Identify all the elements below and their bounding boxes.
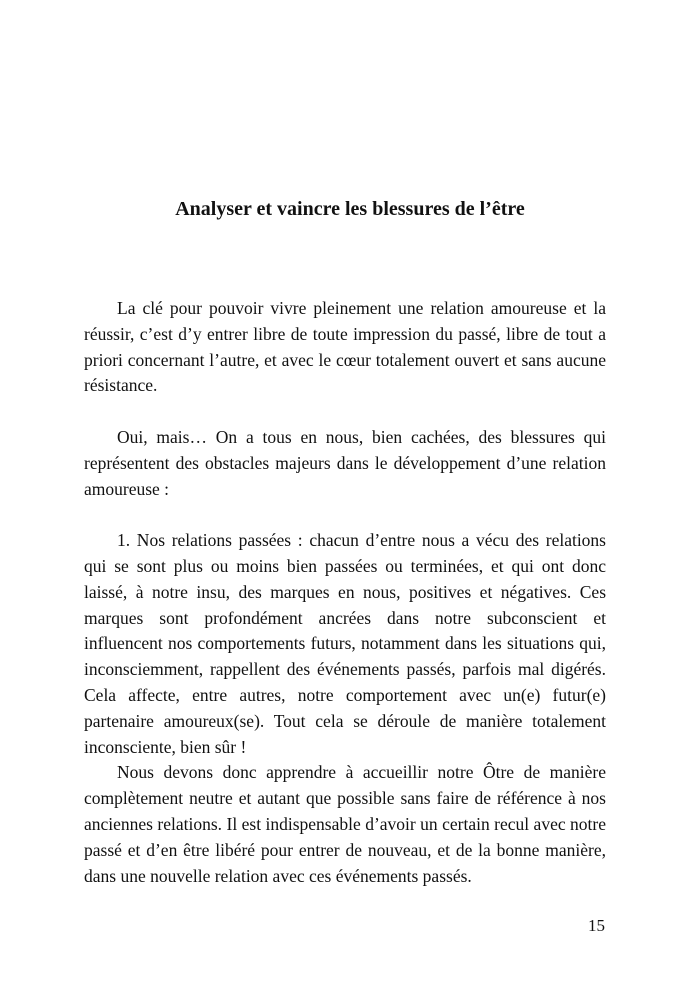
paragraph-intro: La clé pour pouvoir vivre pleinement une relation amoureuse et la réussir, c’est d’y entrer libre de toute impression du passé, libre de tout a priori concernant l’autre, et avec le cœur totalement ouvert et sans aucune résistance.	[84, 298, 606, 396]
body-text	[84, 296, 606, 889]
page-number: 15	[588, 916, 605, 935]
paragraph-blessures: Oui, mais… On a tous en nous, bien cachées, des blessures qui représentent des obstacles majeurs dans le développement d’une relation amoureuse :	[84, 426, 606, 499]
chapter-title: Analyser et vaincre les blessures de l’être	[175, 198, 525, 220]
paragraph-relations-passees: 1. Nos relations passées : chacun d’entre nous a vécu des relations qui se sont plus ou moins bien passées ou terminées, et qui ont donc laissé, à notre insu, des marques en nous, positives et négatives. Ces marques sont profondément ancrées dans notre subconscient et influencent nos comportements futurs, notamment dans les situations qui, inconsciemment, rappellent des événements passés, parfois mal digérés. Cela affecte, entre autres, notre comportement avec un(e) futur(e) partenaire amoureux(se). Tout cela se déroule de manière totalement inconsciente, bien sûr !	[84, 530, 606, 757]
paragraph-accueillir: Nous devons donc apprendre à accueillir notre Ôtre de manière complètement neutre et autant que possible sans faire de référence à nos anciennes relations. Il est indispensable d’avoir un certain recul avec notre passé et d’en être libéré pour entrer de nouveau, et de la bonne manière, dans une nouvelle relation avec ces événements passés.	[84, 762, 606, 886]
